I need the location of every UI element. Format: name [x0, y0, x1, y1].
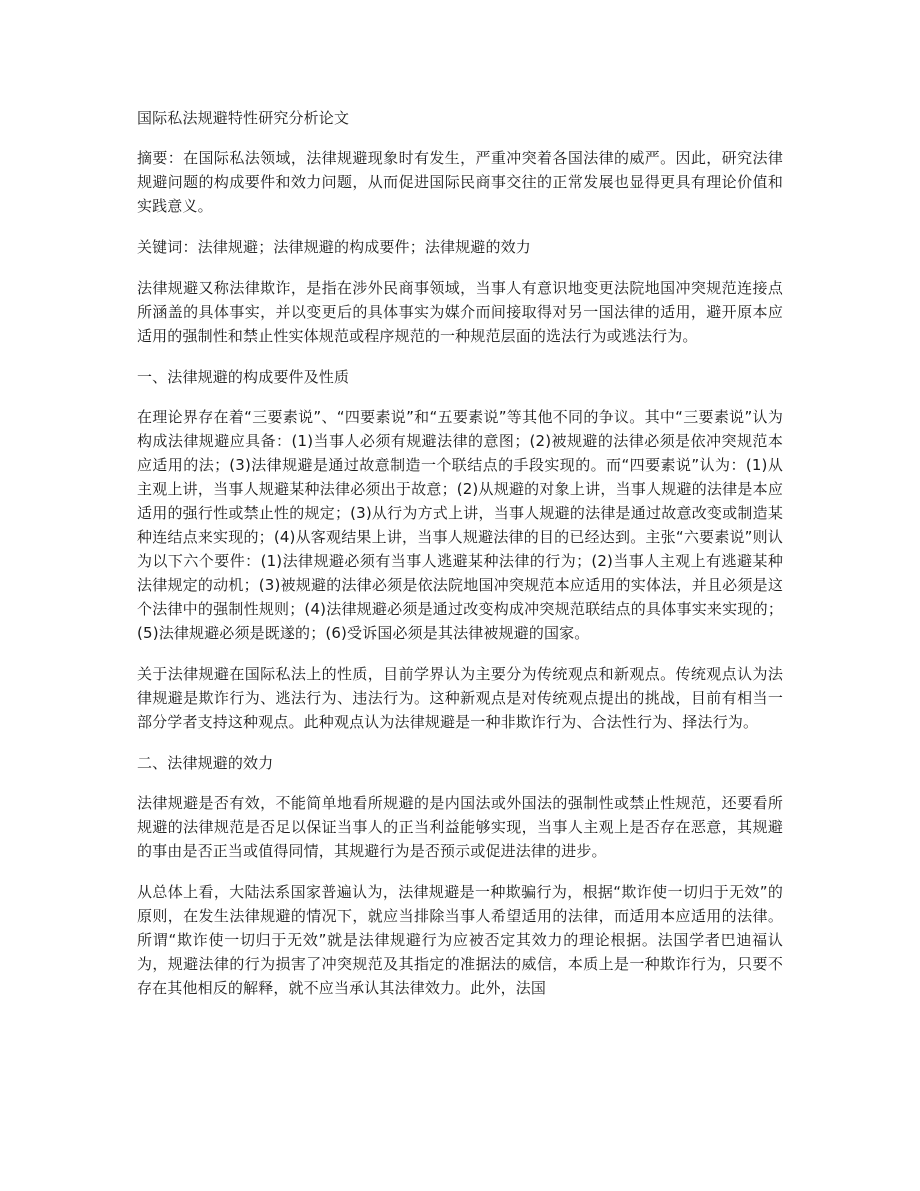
keywords-paragraph: 关键词：法律规避；法律规避的构成要件；法律规避的效力: [137, 238, 531, 256]
section-heading-1: 一、法律规避的构成要件及性质: [137, 368, 350, 386]
document-page: [137, 106, 783, 1017]
document-title: 国际私法规避特性研究分析论文: [137, 109, 350, 127]
section-heading-2: 二、法律规避的效力: [137, 754, 274, 772]
section2-paragraph-2: 从总体上看，大陆法系国家普遍认为，法律规避是一种欺骗行为，根据“欺诈使一切归于无效”的原则，在发生法律规避的情况下，就应当排除当事人希望适用的法律，而适用本应适用的法律。所谓“欺诈使一切归于无效”就是法律规避行为应被否定其效力的理论根据。法国学者巴迪福认为，规避法律的行为损害了冲突规范及其指定的准据法的威信，本质上是一种欺诈行为，只要不存在其他相反的解释，就不应当承认其法律效力。此外，法国: [137, 883, 783, 997]
intro-paragraph: 法律规避又称法律欺诈，是指在涉外民商事领域，当事人有意识地变更法院地国冲突规范连接点所涵盖的具体事实，并以变更后的具体事实为媒介而间接取得对另一国法律的适用，避开原本应适用的强制性和禁止性实体规范或程序规范的一种规范层面的选法行为或逃法行为。: [137, 279, 783, 345]
section1-paragraph-1: 在理论界存在着“三要素说”、“四要素说”和“五要素说”等其他不同的争议。其中“三要素说”认为构成法律规避应具备：(1)当事人必须有规避法律的意图；(2)被规避的法律必须是依冲突规范本应适用的法；(3)法律规避是通过故意制造一个联结点的手段实现的。而“四要素说”认为：(1)从主观上讲，当事人规避某种法律必须出于故意；(2)从规避的对象上讲，当事人规避的法律是本应适用的强行性或禁止性的规定；(3)从行为方式上讲，当事人规避的法律是通过故意改变或制造某种连结点来实现的；(4)从客观结果上讲，当事人规避法律的目的已经达到。主张“六要素说”则认为以下六个要件：(1)法律规避必须有当事人逃避某种法律的行为；(2)当事人主观上有逃避某种法律规定的动机；(3)被规避的法律必须是依法院地国冲突规范本应适用的实体法，并且必须是这个法律中的强制性规则；(4)法律规避必须是通过改变构成冲突规范联结点的具体事实来实现的；(5)法律规避必须是既遂的；(6)受诉国必须是其法律被规避的国家。: [137, 408, 783, 642]
section1-paragraph-2: 关于法律规避在国际私法上的性质，目前学界认为主要分为传统观点和新观点。传统观点认为法律规避是欺诈行为、逃法行为、违法行为。这种新观点是对传统观点提出的挑战，目前有相当一部分学者支持这种观点。此种观点认为法律规避是一种非欺诈行为、合法性行为、择法行为。: [137, 665, 783, 731]
section2-paragraph-1: 法律规避是否有效，不能简单地看所规避的是内国法或外国法的强制性或禁止性规范，还要看所规避的法律规范是否足以保证当事人的正当利益能够实现，当事人主观上是否存在恶意，其规避的事由是否正当或值得同情，其规避行为是否预示或促进法律的进步。: [137, 794, 783, 860]
abstract-paragraph: 摘要：在国际私法领域，法律规避现象时有发生，严重冲突着各国法律的威严。因此，研究法律规避问题的构成要件和效力问题，从而促进国际民商事交往的正常发展也显得更具有理论价值和实践意义。: [137, 149, 783, 215]
